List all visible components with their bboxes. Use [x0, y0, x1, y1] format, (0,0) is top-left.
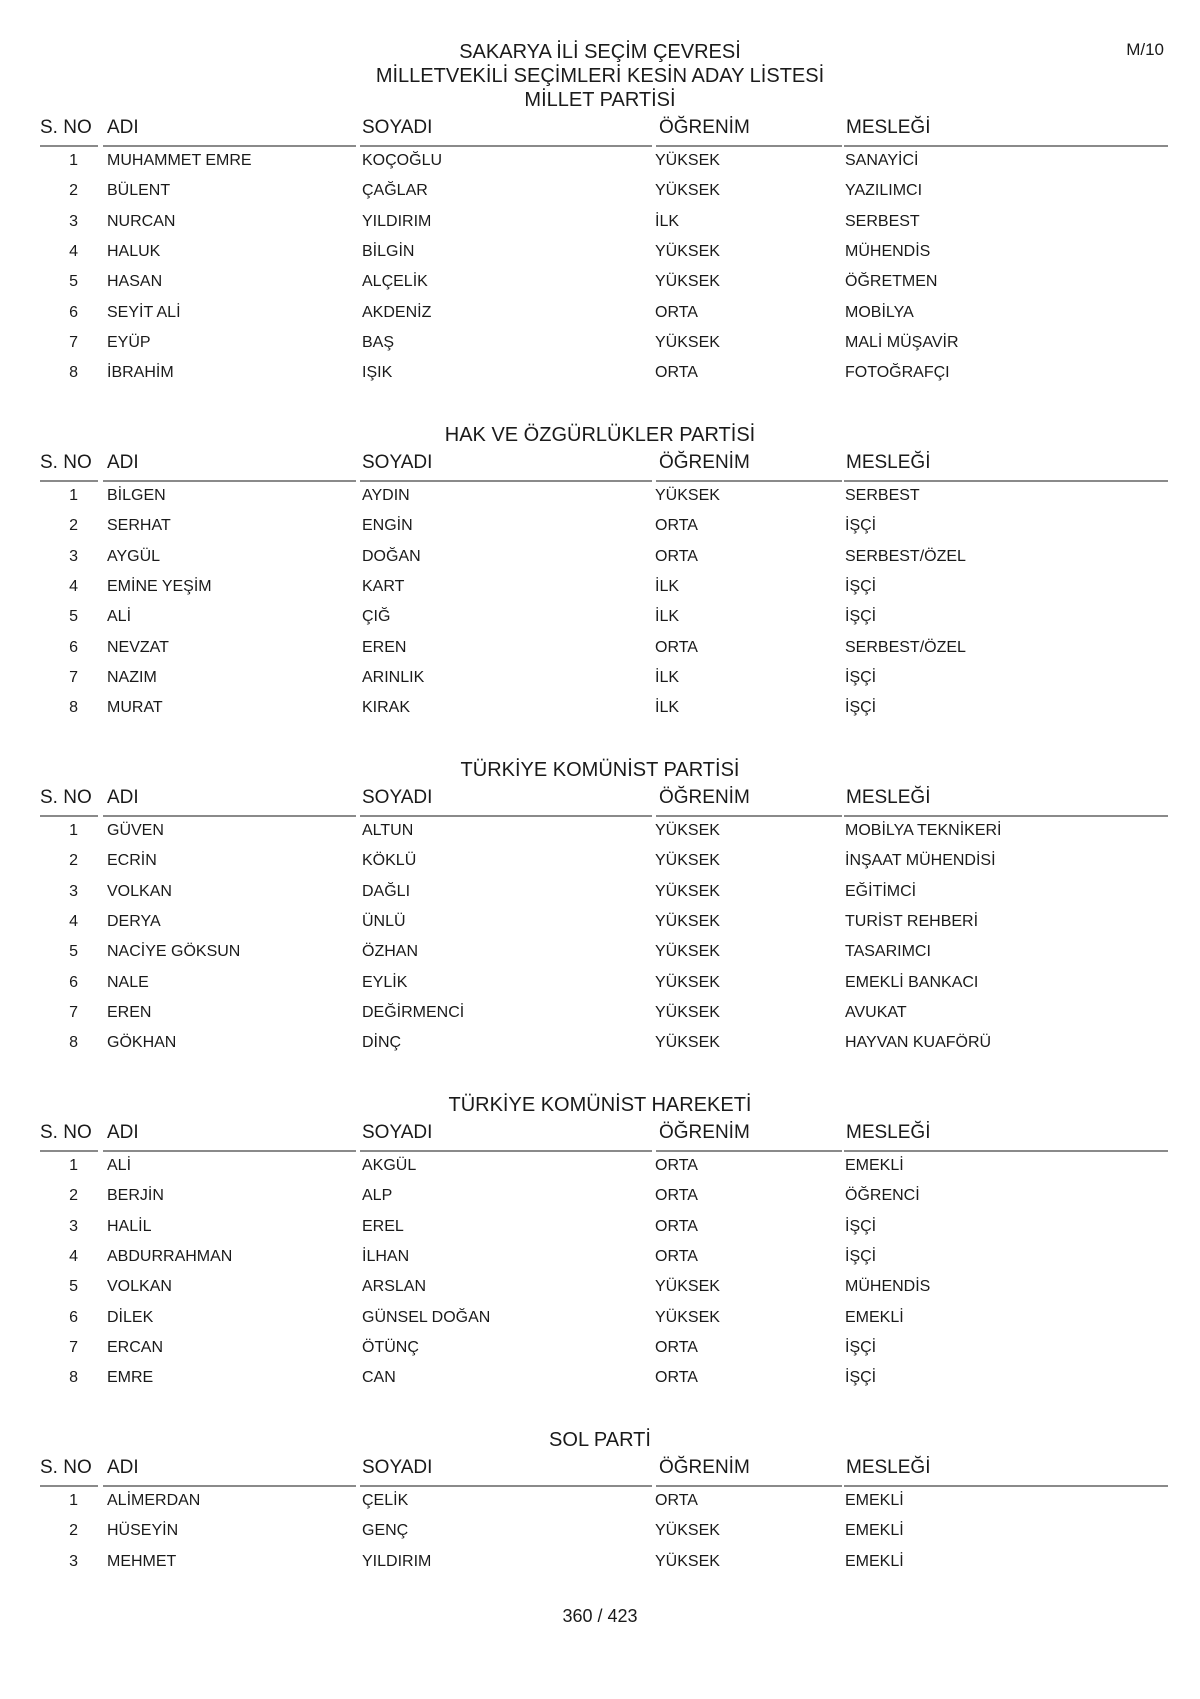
candidate-occupation: EĞİTİMCİ [845, 882, 917, 900]
table-row [0, 1152, 1200, 1182]
column-headers [0, 449, 1200, 482]
candidate-no: 2 [69, 517, 78, 535]
candidate-surname: ÇELİK [362, 1492, 409, 1509]
column-headers [0, 1454, 1200, 1487]
table-row [0, 573, 1200, 603]
column-header-adi: ADI [107, 1457, 139, 1478]
table-row [0, 1304, 1200, 1334]
party-title: HAK VE ÖZGÜRLÜKLER PARTİSİ [444, 424, 756, 446]
candidate-surname: EYLİK [362, 973, 408, 991]
candidate-no: 8 [69, 1369, 78, 1387]
candidate-occupation: TURİST REHBERİ [845, 912, 979, 930]
candidate-occupation: İŞÇİ [845, 608, 877, 626]
table-row [0, 238, 1200, 268]
table-row [0, 1029, 1200, 1059]
candidate-no: 1 [69, 487, 78, 504]
candidate-name: İBRAHİM [107, 364, 174, 382]
table-row [0, 1273, 1200, 1303]
candidate-no: 3 [69, 547, 78, 565]
candidate-surname: ÖZHAN [362, 943, 418, 961]
party-title: SOL PARTİ [549, 1429, 651, 1451]
candidate-occupation: MÜHENDİS [845, 1278, 931, 1296]
table-row [0, 208, 1200, 238]
party-section [0, 88, 1200, 390]
candidate-name: HASAN [107, 273, 163, 291]
candidate-education: ORTA [655, 638, 698, 656]
candidate-occupation: YAZILIMCI [845, 182, 923, 200]
candidate-occupation: İŞÇİ [845, 1338, 877, 1356]
candidate-surname: IŞIK [362, 364, 393, 382]
candidate-occupation: HAYVAN KUAFÖRÜ [845, 1034, 992, 1052]
candidate-education: ORTA [655, 1187, 698, 1205]
candidate-education: YÜKSEK [655, 973, 720, 991]
document-header [0, 40, 1200, 88]
candidate-no: 8 [69, 699, 78, 717]
candidate-name: BÜLENT [107, 182, 171, 200]
candidate-surname: ÇAĞLAR [362, 182, 428, 200]
candidate-education: YÜKSEK [655, 273, 720, 291]
header-line-1: SAKARYA İLİ SEÇİM ÇEVRESİ [459, 41, 741, 63]
candidate-occupation: EMEKLİ BANKACI [845, 973, 979, 991]
candidate-name: GÜVEN [107, 822, 164, 839]
candidate-no: 2 [69, 852, 78, 870]
candidate-education: YÜKSEK [655, 1308, 720, 1326]
table-row [0, 147, 1200, 177]
column-header-meslegi: MESLEĞİ [846, 1457, 931, 1478]
candidate-education: ORTA [655, 303, 698, 321]
candidate-no: 1 [69, 822, 78, 839]
candidate-no: 6 [69, 1308, 78, 1326]
candidate-no: 8 [69, 1034, 78, 1052]
table-row [0, 268, 1200, 298]
candidate-education: İLK [655, 577, 680, 595]
candidate-education: YÜKSEK [655, 1034, 720, 1052]
table-row [0, 603, 1200, 633]
candidate-surname: İLHAN [362, 1247, 410, 1265]
table-row [0, 177, 1200, 207]
candidate-surname: ÜNLÜ [362, 912, 406, 930]
column-header-ogrenim: ÖĞRENİM [659, 787, 750, 808]
candidate-education: YÜKSEK [655, 1552, 720, 1570]
candidate-surname: KOÇOĞLU [362, 152, 443, 169]
candidate-education: YÜKSEK [655, 333, 720, 351]
table-row [0, 694, 1200, 724]
candidate-name: VOLKAN [107, 1278, 172, 1296]
candidate-education: YÜKSEK [655, 852, 720, 870]
candidate-occupation: ÖĞRETMEN [845, 273, 938, 291]
table-row [0, 1364, 1200, 1394]
candidate-no: 7 [69, 1003, 78, 1021]
candidate-name: NEVZAT [107, 638, 169, 656]
column-header-adi: ADI [107, 117, 139, 138]
candidate-name: EMRE [107, 1369, 154, 1387]
candidate-education: YÜKSEK [655, 242, 720, 260]
candidate-name: HÜSEYİN [107, 1522, 179, 1540]
header-line-2: MİLLETVEKİLİ SEÇİMLERİ KESİN ADAY LİSTESİ [375, 65, 825, 87]
candidate-no: 2 [69, 182, 78, 200]
candidate-education: YÜKSEK [655, 1522, 720, 1540]
candidate-education: YÜKSEK [655, 822, 720, 839]
column-header-meslegi: MESLEĞİ [846, 787, 931, 808]
candidate-education: YÜKSEK [655, 487, 720, 504]
candidate-no: 8 [69, 364, 78, 382]
candidate-name: ABDURRAHMAN [107, 1247, 233, 1265]
candidate-surname: DİNÇ [362, 1034, 402, 1052]
candidate-education: ORTA [655, 547, 698, 565]
candidate-name: ERCAN [107, 1338, 164, 1356]
candidate-table [0, 817, 1200, 1060]
party-section [0, 1093, 1200, 1395]
column-header-meslegi: MESLEĞİ [846, 117, 931, 138]
table-row [0, 634, 1200, 664]
candidate-surname: YILDIRIM [362, 212, 432, 230]
candidate-occupation: FOTOĞRAFÇI [845, 364, 950, 382]
candidate-no: 2 [69, 1187, 78, 1205]
table-row [0, 999, 1200, 1029]
column-header-sno: S. NO [40, 1122, 92, 1143]
table-row [0, 1487, 1200, 1517]
table-row [0, 299, 1200, 329]
column-header-sno: S. NO [40, 1457, 92, 1478]
column-header-sno: S. NO [40, 452, 92, 473]
candidate-occupation: SERBEST [845, 487, 920, 504]
table-row [0, 878, 1200, 908]
party-title: TÜRKİYE KOMÜNİST HAREKETİ [448, 1094, 752, 1116]
table-row [0, 359, 1200, 389]
column-header-meslegi: MESLEĞİ [846, 1122, 931, 1143]
candidate-name: ECRİN [107, 852, 157, 870]
candidate-name: NACİYE GÖKSUN [107, 943, 241, 961]
candidate-no: 7 [69, 1338, 78, 1356]
candidate-surname: AKDENİZ [362, 303, 432, 321]
candidate-surname: DEĞİRMENCİ [362, 1003, 465, 1021]
table-row [0, 969, 1200, 999]
column-header-soyadi: SOYADI [362, 1122, 433, 1143]
candidate-surname: ALTUN [362, 822, 414, 839]
party-section [0, 1428, 1200, 1578]
candidate-table [0, 1487, 1200, 1578]
column-headers [0, 784, 1200, 817]
candidate-surname: ARINLIK [362, 668, 425, 686]
table-row [0, 938, 1200, 968]
candidate-name: ALİMERDAN [107, 1492, 201, 1509]
candidate-no: 5 [69, 1278, 78, 1296]
candidate-occupation: İŞÇİ [845, 577, 877, 595]
candidate-name: HALUK [107, 242, 161, 260]
candidate-education: ORTA [655, 1157, 698, 1174]
column-header-adi: ADI [107, 452, 139, 473]
candidate-occupation: İŞÇİ [845, 1217, 877, 1235]
candidate-surname: ALÇELİK [362, 273, 428, 291]
candidate-surname: BAŞ [362, 333, 395, 351]
table-row [0, 543, 1200, 573]
candidate-education: YÜKSEK [655, 882, 720, 900]
candidate-no: 7 [69, 668, 78, 686]
column-header-adi: ADI [107, 787, 139, 808]
candidate-education: ORTA [655, 517, 698, 535]
candidate-name: EYÜP [107, 333, 151, 351]
candidate-surname: EREN [362, 638, 407, 656]
party-title: TÜRKİYE KOMÜNİST PARTİSİ [460, 759, 740, 781]
candidate-no: 2 [69, 1522, 78, 1540]
candidate-no: 3 [69, 1217, 78, 1235]
candidate-no: 4 [69, 912, 78, 930]
table-row [0, 1213, 1200, 1243]
candidate-name: ALİ [107, 608, 132, 626]
candidate-education: YÜKSEK [655, 152, 720, 169]
candidate-occupation: İŞÇİ [845, 699, 877, 717]
table-row [0, 329, 1200, 359]
candidate-surname: ENGİN [362, 517, 413, 535]
table-row [0, 1243, 1200, 1273]
candidate-education: YÜKSEK [655, 943, 720, 961]
candidate-education: İLK [655, 608, 680, 626]
candidate-surname: KART [362, 577, 405, 595]
table-row [0, 847, 1200, 877]
candidate-table [0, 1152, 1200, 1395]
candidate-occupation: EMEKLİ [845, 1157, 904, 1174]
column-header-soyadi: SOYADI [362, 452, 433, 473]
candidate-occupation: EMEKLİ [845, 1522, 904, 1540]
column-header-ogrenim: ÖĞRENİM [659, 117, 750, 138]
candidate-name: DERYA [107, 912, 161, 930]
column-header-sno: S. NO [40, 787, 92, 808]
candidate-no: 1 [69, 152, 78, 169]
candidate-name: ALİ [107, 1157, 132, 1174]
candidate-name: VOLKAN [107, 882, 172, 900]
candidate-education: ORTA [655, 364, 698, 382]
candidate-no: 3 [69, 882, 78, 900]
candidate-education: ORTA [655, 1217, 698, 1235]
table-row [0, 512, 1200, 542]
candidate-name: NURCAN [107, 212, 176, 230]
column-header-ogrenim: ÖĞRENİM [659, 1122, 750, 1143]
column-header-adi: ADI [107, 1122, 139, 1143]
candidate-table [0, 147, 1200, 390]
candidate-occupation: İŞÇİ [845, 668, 877, 686]
table-row [0, 1334, 1200, 1364]
candidate-surname: ÖTÜNÇ [362, 1338, 419, 1356]
candidate-name: DİLEK [107, 1308, 154, 1326]
candidate-name: MURAT [107, 699, 163, 717]
candidate-no: 6 [69, 973, 78, 991]
candidate-education: İLK [655, 699, 680, 717]
candidate-occupation: SERBEST [845, 212, 920, 230]
table-row [0, 1182, 1200, 1212]
candidate-surname: DAĞLI [362, 882, 411, 900]
candidate-surname: KÖKLÜ [362, 852, 417, 870]
candidate-education: ORTA [655, 1338, 698, 1356]
candidate-surname: ÇIĞ [362, 608, 391, 626]
page-code: M/10 [1126, 40, 1164, 59]
candidate-occupation: MOBİLYA [845, 303, 914, 321]
candidate-occupation: İŞÇİ [845, 1369, 877, 1387]
candidate-no: 3 [69, 212, 78, 230]
candidate-surname: GENÇ [362, 1522, 409, 1540]
column-header-ogrenim: ÖĞRENİM [659, 1457, 750, 1478]
candidate-surname: GÜNSEL DOĞAN [362, 1308, 491, 1326]
candidate-occupation: EMEKLİ [845, 1552, 904, 1570]
candidate-surname: ARSLAN [362, 1278, 427, 1296]
candidate-name: MEHMET [107, 1552, 177, 1570]
candidate-education: ORTA [655, 1369, 698, 1387]
candidate-no: 5 [69, 943, 78, 961]
candidate-occupation: MÜHENDİS [845, 242, 931, 260]
candidate-occupation: AVUKAT [845, 1003, 907, 1021]
candidate-surname: KIRAK [362, 699, 411, 717]
candidate-education: ORTA [655, 1492, 698, 1509]
candidate-name: NAZIM [107, 668, 157, 686]
party-section [0, 423, 1200, 725]
candidate-surname: AYDIN [362, 487, 410, 504]
candidate-no: 4 [69, 577, 78, 595]
candidate-no: 7 [69, 333, 78, 351]
candidate-occupation: TASARIMCI [845, 943, 931, 961]
candidate-occupation: SERBEST/ÖZEL [845, 638, 966, 656]
candidate-surname: EREL [362, 1217, 404, 1235]
candidate-education: İLK [655, 668, 680, 686]
candidate-surname: CAN [362, 1369, 396, 1387]
table-row [0, 482, 1200, 512]
candidate-occupation: MOBİLYA TEKNİKERİ [845, 822, 1002, 839]
candidate-name: GÖKHAN [107, 1034, 177, 1052]
candidate-surname: AKGÜL [362, 1157, 417, 1174]
candidate-no: 1 [69, 1492, 78, 1509]
candidate-name: EREN [107, 1003, 152, 1021]
candidate-no: 6 [69, 303, 78, 321]
party-title: MİLLET PARTİSİ [524, 89, 676, 111]
candidate-occupation: SERBEST/ÖZEL [845, 547, 966, 565]
candidate-name: SEYİT ALİ [107, 303, 181, 321]
candidate-table [0, 482, 1200, 725]
column-header-ogrenim: ÖĞRENİM [659, 452, 750, 473]
candidate-education: YÜKSEK [655, 1278, 720, 1296]
candidate-surname: YILDIRIM [362, 1552, 432, 1570]
column-header-soyadi: SOYADI [362, 787, 433, 808]
candidate-name: AYGÜL [107, 547, 161, 565]
table-row [0, 1548, 1200, 1578]
table-row [0, 817, 1200, 847]
candidate-name: BERJİN [107, 1187, 164, 1205]
column-header-sno: S. NO [40, 117, 92, 138]
candidate-surname: BİLGİN [362, 242, 415, 260]
table-row [0, 664, 1200, 694]
candidate-education: ORTA [655, 1247, 698, 1265]
table-row [0, 1517, 1200, 1547]
column-header-soyadi: SOYADI [362, 117, 433, 138]
candidate-name: HALİL [107, 1217, 152, 1235]
candidate-no: 1 [69, 1157, 78, 1174]
candidate-name: NALE [107, 973, 149, 991]
candidate-occupation: İŞÇİ [845, 517, 877, 535]
candidate-surname: DOĞAN [362, 547, 421, 565]
column-headers [0, 114, 1200, 147]
candidate-education: YÜKSEK [655, 912, 720, 930]
column-header-meslegi: MESLEĞİ [846, 452, 931, 473]
candidate-no: 4 [69, 1247, 78, 1265]
page-indicator: 360 / 423 [562, 1606, 638, 1626]
candidate-no: 6 [69, 638, 78, 656]
candidate-name: SERHAT [107, 517, 171, 535]
column-headers [0, 1119, 1200, 1152]
table-row [0, 908, 1200, 938]
candidate-surname: ALP [362, 1187, 393, 1205]
candidate-name: BİLGEN [107, 487, 166, 504]
candidate-occupation: İNŞAAT MÜHENDİSİ [845, 852, 996, 870]
candidate-occupation: EMEKLİ [845, 1308, 904, 1326]
candidate-name: MUHAMMET EMRE [107, 152, 252, 169]
candidate-occupation: MALİ MÜŞAVİR [845, 333, 959, 351]
candidate-no: 3 [69, 1552, 78, 1570]
candidate-occupation: EMEKLİ [845, 1492, 904, 1509]
candidate-no: 5 [69, 273, 78, 291]
column-header-soyadi: SOYADI [362, 1457, 433, 1478]
candidate-occupation: SANAYİCİ [845, 152, 919, 169]
candidate-occupation: ÖĞRENCİ [845, 1187, 920, 1205]
party-section [0, 758, 1200, 1060]
candidate-education: İLK [655, 212, 680, 230]
candidate-education: YÜKSEK [655, 1003, 720, 1021]
candidate-no: 5 [69, 608, 78, 626]
candidate-name: EMİNE YEŞİM [107, 577, 212, 595]
candidate-no: 4 [69, 242, 78, 260]
candidate-education: YÜKSEK [655, 182, 720, 200]
candidate-occupation: İŞÇİ [845, 1247, 877, 1265]
